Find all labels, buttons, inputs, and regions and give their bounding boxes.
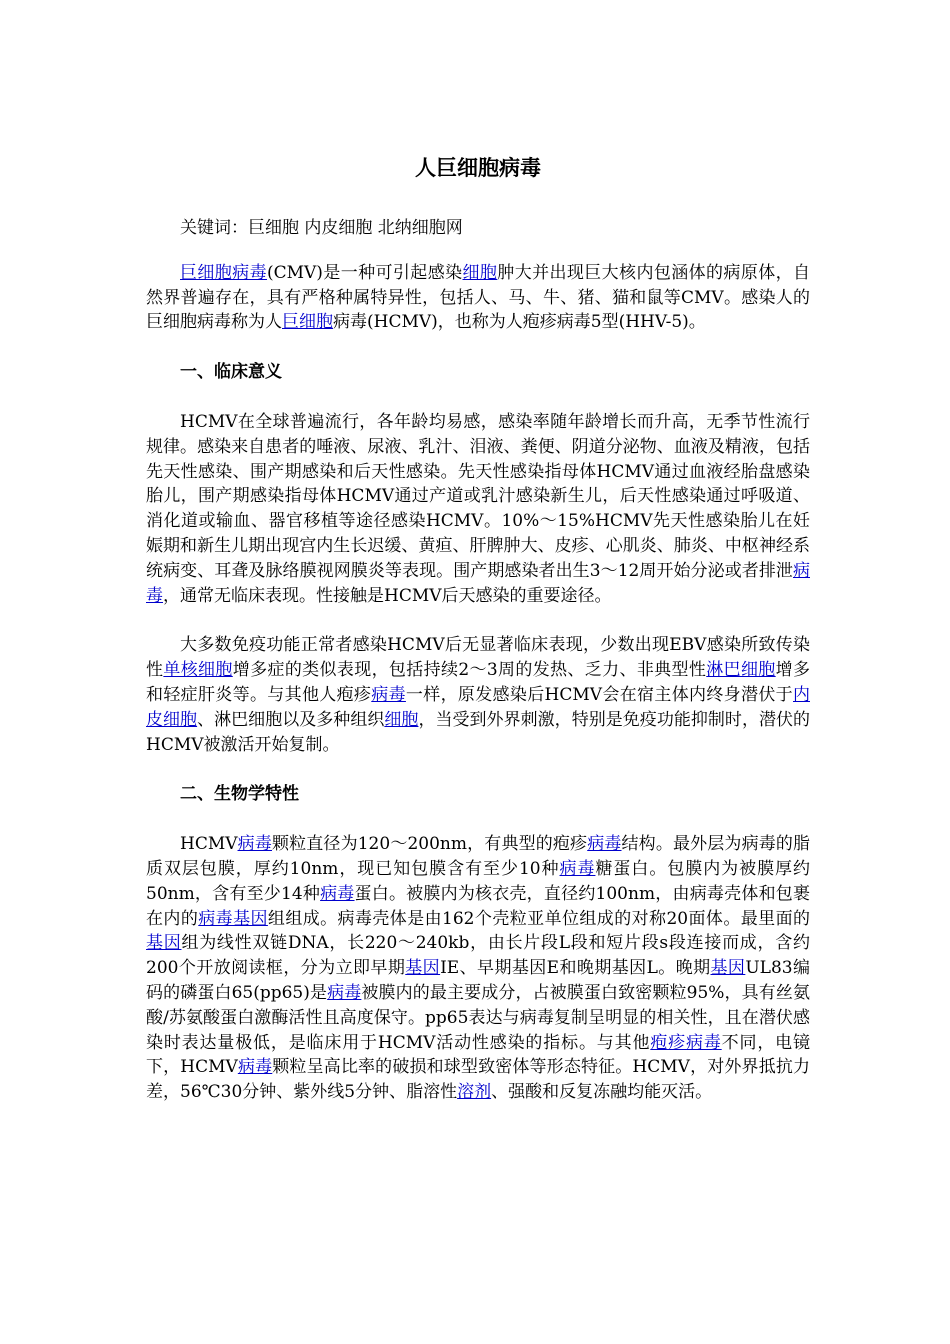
keywords-line: 关键词：巨细胞 内皮细胞 北纳细胞网: [180, 218, 463, 238]
link-endothelial-cell[interactable]: 内皮细胞: [146, 684, 810, 730]
text-segment: 不同，电镜下，HCMV: [146, 1032, 811, 1078]
text-segment: UL83编码的磷蛋白65(pp65)是: [146, 958, 811, 1003]
text-segment: IE、早期基因E和晚期基因L。晚期: [440, 958, 711, 979]
text-segment: 大多数免疫功能正常者感染HCMV后无显著临床表现，少数出现EBV感染所致传染性: [146, 635, 810, 681]
text-segment: 肿大并出现巨大核内包涵体的病原体，自然界普遍存在，具有严格种属特异性，包括人、马、牛、猪、猫和鼠等CMV。感染人的巨细胞病毒称为人: [146, 262, 811, 333]
text-segment: 病毒(HCMV)，也称为人疱疹病毒5型(HHV-5)。: [333, 312, 706, 333]
document-body: [146, 150, 810, 1105]
text-segment: 增多症的类似表现，包括持续2～3周的发热、乏力、非典型性: [232, 660, 707, 681]
link-virus[interactable]: 病毒: [146, 560, 810, 606]
clinical-paragraph-1: [146, 410, 810, 608]
link-gene[interactable]: 基因: [710, 958, 746, 979]
section-heading-clinical: 一、临床意义: [180, 362, 282, 383]
text-segment: 颗粒呈高比率的破损和球型致密体等形态特征。HCMV，对外界抵抗力差，56℃30分钟、紫外线5分钟、脂溶性: [146, 1057, 810, 1103]
link-solvent[interactable]: 溶剂: [457, 1082, 492, 1103]
link-cytomegalovirus[interactable]: 巨细胞病毒: [180, 262, 267, 283]
text-segment: ，当受到外界刺激，特别是免疫功能抑制时，潜伏的HCMV被激活开始复制。: [146, 709, 811, 755]
link-gene[interactable]: 基因: [405, 958, 441, 979]
text-segment: 增多和轻症肝炎等。与其他人疱疹: [146, 660, 811, 705]
text-segment: 被膜内的最主要成分，占被膜蛋白致密颗粒95%，具有丝氨酸/苏氨酸蛋白激酶活性且高度保守。pp65表达与病毒复制呈明显的相关性，且在潜伏感染时表达量极低，是临床用于HCMV活动性感染的指标。与其他: [146, 982, 811, 1053]
link-virus[interactable]: 病毒: [237, 834, 272, 855]
text-segment: 蛋白。被膜内为核衣壳，直径约100nm，由病毒壳体和包裹在内的: [146, 883, 811, 929]
text-segment: (CMV)是一种可引起感染: [266, 262, 463, 283]
link-cell[interactable]: 细胞: [384, 709, 419, 730]
text-segment: 、淋巴细胞以及多种组织: [197, 709, 385, 730]
text-segment: HCMV在全球普遍流行，各年龄均易感，感染率随年龄增长而升高，无季节性流行规律。感染来自患者的唾液、尿液、乳汁、泪液、粪便、阴道分泌物、血液及精液，包括先天性感染、围产期感染和后天性感染。先天性感染指母体HCMV通过血液经胎盘感染胎儿，围产期感染指母体HCMV通过产道或乳汁感染新生儿，后天性感染通过呼吸道、消化道或输血、器官移植等途径感染HCMV。10%～15%HCMV先天性感染胎儿在妊娠期和新生儿期出现宫内生长迟缓、黄疸、肝脾肿大、皮疹、心肌炎、肺炎、中枢神经系统病变、耳聋及脉络膜视网膜炎等表现。围产期感染者出生3～12周开始分泌或者排泄: [146, 411, 810, 581]
link-virus[interactable]: 病毒: [559, 858, 596, 879]
section-heading-biology: 二、生物学特性: [180, 784, 299, 805]
biology-paragraph: [146, 832, 810, 1105]
link-monocyte[interactable]: 单核细胞: [163, 660, 233, 681]
link-virus[interactable]: 病毒: [320, 883, 355, 904]
text-segment: 一样，原发感染后HCMV会在宿主体内终身潜伏于: [405, 684, 793, 705]
intro-paragraph: [146, 261, 810, 335]
document-title: 人巨细胞病毒: [415, 156, 541, 180]
text-segment: 、强酸和反复冻融均能灭活。: [491, 1082, 713, 1103]
link-giant-cell[interactable]: 巨细胞: [282, 312, 333, 333]
link-herpesvirus[interactable]: 疱疹病毒: [650, 1032, 722, 1053]
link-virus[interactable]: 病毒: [327, 982, 362, 1003]
link-lymphocyte[interactable]: 淋巴细胞: [706, 660, 776, 681]
text-segment: 组为线性双链DNA，长220～240kb，由长片段L段和短片段s段连接而成，含约200个开放阅读框，分为立即早期: [146, 933, 811, 979]
link-gene[interactable]: 基因: [146, 933, 182, 954]
link-cell[interactable]: 细胞: [462, 262, 498, 283]
link-viral-gene[interactable]: 病毒基因: [198, 908, 268, 929]
text-segment: 糖蛋白。包膜内为被膜厚约50nm，含有至少14种: [146, 858, 811, 904]
text-segment: 颗粒直径为120～200nm，有典型的疱疹: [271, 834, 588, 855]
text-segment: 组组成。病毒壳体是由162个壳粒亚单位组成的对称20面体。最里面的: [267, 908, 810, 929]
link-virus[interactable]: 病毒: [237, 1057, 273, 1078]
text-segment: 结构。最外层为病毒的脂质双层包膜，厚约10nm，现已知包膜含有至少10种: [146, 834, 811, 879]
text-segment: HCMV: [180, 834, 238, 855]
clinical-paragraph-2: [146, 633, 810, 757]
link-virus[interactable]: 病毒: [371, 684, 406, 705]
text-segment: ，通常无临床表现。性接触是HCMV后天感染的重要途径。: [163, 585, 612, 606]
link-virus[interactable]: 病毒: [587, 834, 622, 855]
